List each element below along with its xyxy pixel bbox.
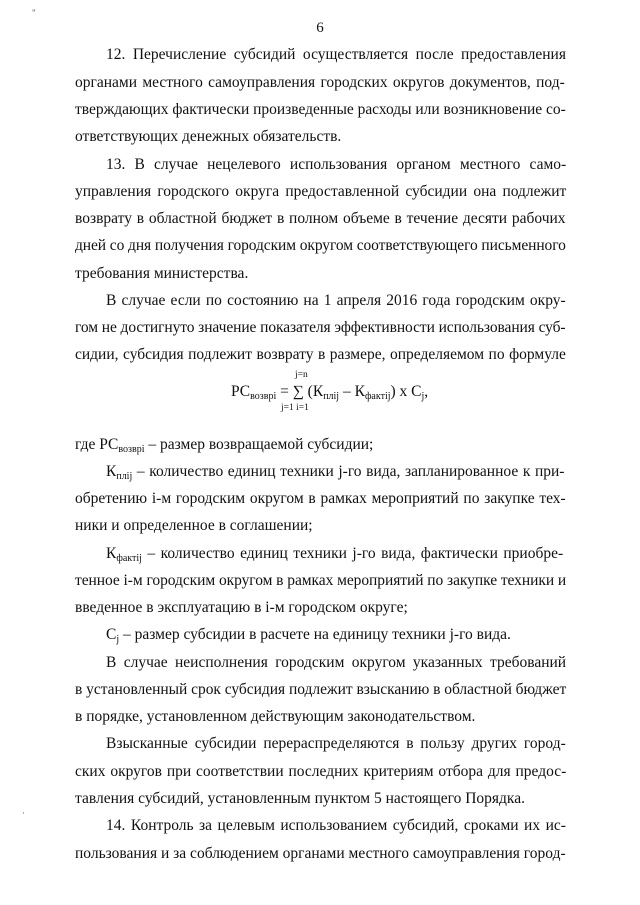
p14-line-1: 14. Контроль за целевым использованием субсидий, сроками их ис-: [106, 817, 566, 834]
formula-eq-sum: = ∑ (К: [280, 383, 324, 400]
pc-line-2: ских округов при соответствии последних критериям отбора для предос-: [75, 763, 567, 780]
def-pc-post: – размер возвращаемой субсидии;: [144, 436, 374, 453]
formula-kf-sub: фактij: [364, 391, 391, 402]
def-kf-line-3: введенное в эксплуатацию в i-м городском округе;: [75, 599, 408, 616]
p12-line-1: 12. Перечисление субсидий осуществляется после предоставления: [106, 46, 566, 63]
p12-line-3: тверждающих фактически произведенные расходы или возникновение со-: [75, 101, 566, 118]
def-kpl-post: – количество единиц техники j-го вида, запланированное к при-: [132, 463, 565, 480]
formula-tail: ) х С: [390, 383, 422, 400]
def-kf-line-2: тенное i-м городским округом в рамках мероприятий по закупке техники и: [75, 572, 567, 589]
p13-line-3: возврату в областной бюджет в полном объеме в течение десяти рабочих: [75, 210, 566, 227]
def-kf-sub: фактij: [116, 553, 142, 564]
pa-line-2: гом не достигнуто значение показателя эффективности использования суб-: [75, 319, 566, 336]
p14-line-2: пользования и за соблюдением органами местного самоуправления город-: [75, 845, 566, 862]
pb-line-2: в установленный срок субсидия подлежит взысканию в областной бюджет: [75, 681, 567, 698]
def-pc-sub: возврі: [118, 444, 145, 455]
p13-line-1: 13. В случае нецелевого использования органом местного само-: [106, 156, 567, 173]
pc-line-3: тавления субсидий, установленным пунктом 5 настоящего Порядка.: [75, 790, 525, 807]
formula-minus: – К: [339, 383, 365, 400]
def-c-pre: С: [106, 626, 117, 643]
formula-lhs-sub: возврі: [250, 391, 277, 402]
page-number: 6: [316, 20, 324, 36]
def-c-post: – размер субсидии в расчете на единицу техники j-го вида.: [119, 626, 511, 643]
def-kf-post: – количество единиц техники j-го вида, фактически приобре-: [141, 545, 564, 562]
def-kpl-sub: плij: [116, 471, 133, 482]
formula-comma: ,: [424, 383, 429, 400]
def-pc-pre: где РС: [75, 436, 119, 453]
def-kpl-line-3: ники и определенное в соглашении;: [75, 517, 313, 534]
pb-line-3: в порядке, установленном действующим законодательством.: [75, 708, 476, 725]
formula-c-sub: j: [421, 391, 425, 402]
pa-line-1: В случае если по состоянию на 1 апреля 2016 года городским окру-: [106, 292, 566, 309]
def-kpl-line-1: [106, 463, 564, 481]
formula-lower-limits: j=1 i=1: [281, 403, 309, 413]
corner-mark: ": [32, 8, 36, 18]
def-c-sub: j: [116, 634, 120, 645]
p13-line-2: управления городского округа предоставленной субсидии она подлежит: [75, 183, 567, 200]
def-kpl-pre: К: [106, 463, 117, 480]
def-kf-pre: К: [106, 545, 117, 562]
def-kpl-line-2: обретению i-м городским округом в рамках мероприятий по закупке тех-: [75, 490, 566, 507]
formula-kpl-sub: плij: [323, 391, 340, 402]
formula-upper-limit: j=n: [295, 370, 308, 380]
pa-line-3: сидии, субсидия подлежит возврату в размере, определяемом по формуле: [75, 346, 566, 363]
p12-line-4: ответствующих денежных обязательств.: [75, 128, 342, 145]
margin-dot: ·: [22, 808, 25, 818]
pb-line-1: В случае неисполнения городским округом указанных требований: [106, 654, 567, 671]
def-c-line: [106, 626, 511, 644]
p13-line-4: дней со дня получения городским округом соответствующего письменного: [75, 237, 566, 254]
p13-line-5: требования министерства.: [75, 265, 249, 282]
p12-line-2: органами местного самоуправления городских округов документов, под-: [75, 74, 565, 91]
formula-lhs: РС: [231, 383, 251, 400]
pc-line-1: Взысканные субсидии перераспределяются в пользу других город-: [106, 735, 566, 752]
def-kf-line-1: [106, 545, 563, 563]
formula-expression: [231, 383, 428, 402]
def-pc-line: [75, 436, 373, 454]
